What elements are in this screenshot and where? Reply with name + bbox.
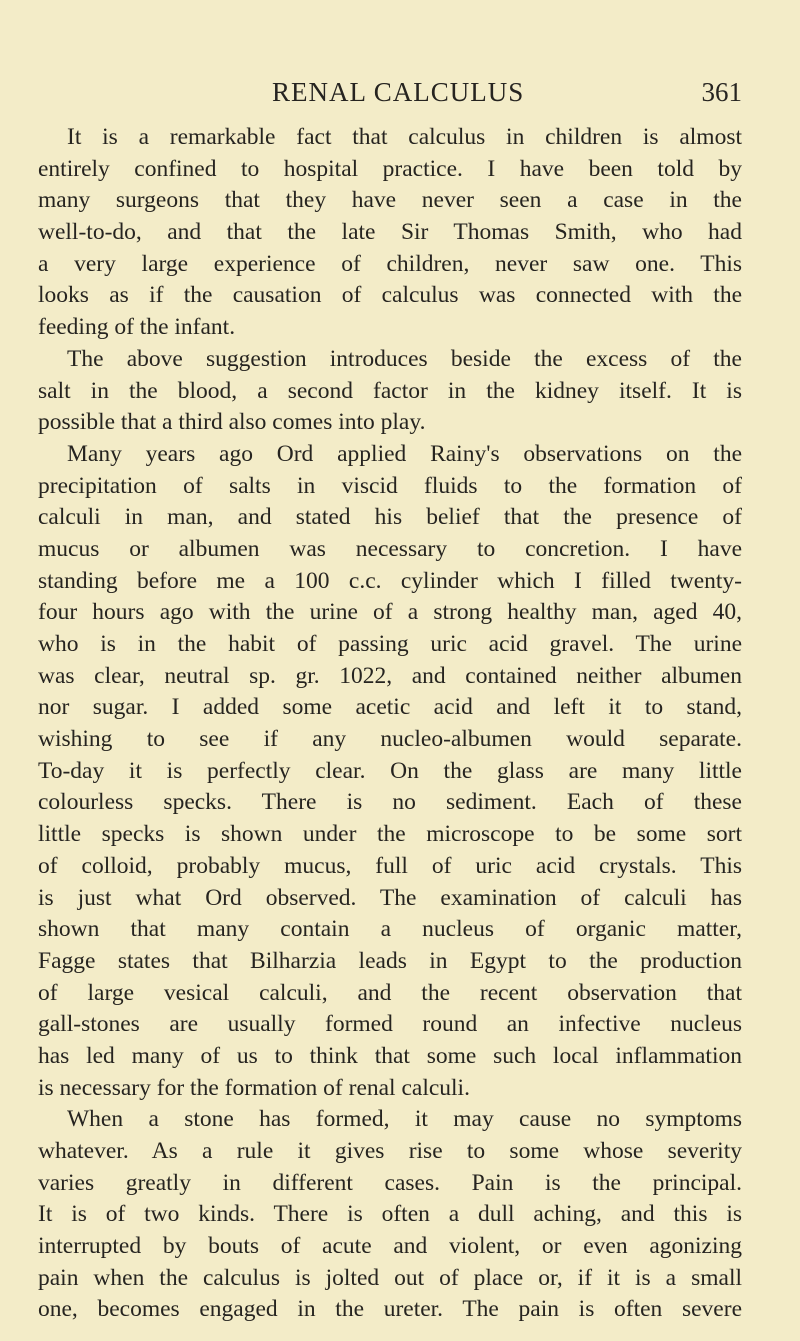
text-line: feeding of the infant. — [38, 314, 236, 341]
text-line: is just what Ord observed. The examination of calculi has — [38, 884, 742, 911]
text-line: nor sugar. I added some acetic acid and left it to stand, — [38, 694, 742, 721]
text-line: of large vesical calculi, and the recent observation that — [38, 979, 742, 1006]
text-line: well-to-do, and that the late Sir Thomas Smith, who had — [38, 219, 742, 246]
text-line: To-day it is perfectly clear. On the glass are many little — [38, 757, 742, 784]
text-line: When a stone has formed, it may cause no symptoms — [67, 1106, 742, 1133]
text-line: little specks is shown under the microscope to be some sort — [38, 821, 742, 848]
text-line: colourless specks. There is no sediment. Each of these — [38, 789, 742, 816]
text-line: many surgeons that they have never seen a case in the — [38, 187, 742, 214]
text-line: varies greatly in different cases. Pain is the principal. — [38, 1169, 742, 1196]
text-line: shown that many contain a nucleus of organic matter, — [38, 916, 742, 943]
text-line: who is in the habit of passing uric acid gravel. The urine — [38, 631, 742, 657]
text-line: possible that a third also comes into play. — [38, 409, 426, 436]
text-line: pain when the calculus is jolted out of place or, if it is a small — [38, 1264, 742, 1291]
text-line: The above suggestion introduces beside the excess of the — [67, 345, 742, 372]
page-number: 361 — [701, 77, 742, 107]
running-title: RENAL CALCULUS — [272, 77, 525, 107]
text-line: a very large experience of children, never saw one. This — [38, 250, 742, 277]
text-line: four hours ago with the urine of a strong healthy man, aged 40, — [38, 599, 742, 626]
text-line: was clear, neutral sp. gr. 1022, and contained neither albumen — [38, 662, 742, 689]
text-line: wishing to see if any nucleo-albumen would separate. — [38, 726, 742, 753]
text-line: Fagge states that Bilharzia leads in Egypt to the production — [38, 947, 742, 974]
text-line: one, becomes engaged in the ureter. The pain is often severe — [38, 1296, 742, 1323]
text-line: interrupted by bouts of acute and violent, or even agonizing — [38, 1233, 742, 1260]
text-line: gall-stones are usually formed round an infective nucleus — [38, 1011, 742, 1038]
text-line: mucus or albumen was necessary to concretion. I have — [38, 535, 742, 562]
text-line: precipitation of salts in viscid fluids to the formation of — [38, 472, 742, 499]
running-head — [38, 77, 742, 113]
text-line: looks as if the causation of calculus was connected with the — [38, 282, 742, 309]
text-line: standing before me a 100 c.c. cylinder which I filled twenty- — [38, 567, 742, 594]
text-line: entirely confined to hospital practice. I have been told by — [38, 155, 742, 182]
text-line: It is a remarkable fact that calculus in children is almost — [67, 124, 742, 150]
text-line: is necessary for the formation of renal calculi. — [38, 1074, 470, 1101]
body-text — [38, 122, 742, 1326]
text-line: of colloid, probably mucus, full of uric acid crystals. This — [38, 852, 742, 879]
text-line: whatever. As a rule it gives rise to some whose severity — [38, 1138, 742, 1164]
text-line: salt in the blood, a second factor in the kidney itself. It is — [38, 377, 742, 404]
text-line: It is of two kinds. There is often a dull aching, and this is — [38, 1201, 742, 1228]
text-line: Many years ago Ord applied Rainy's observations on the — [67, 440, 742, 467]
text-line: calculi in man, and stated his belief that the presence of — [38, 504, 742, 531]
text-line: has led many of us to think that some such local inflammation — [38, 1042, 742, 1069]
